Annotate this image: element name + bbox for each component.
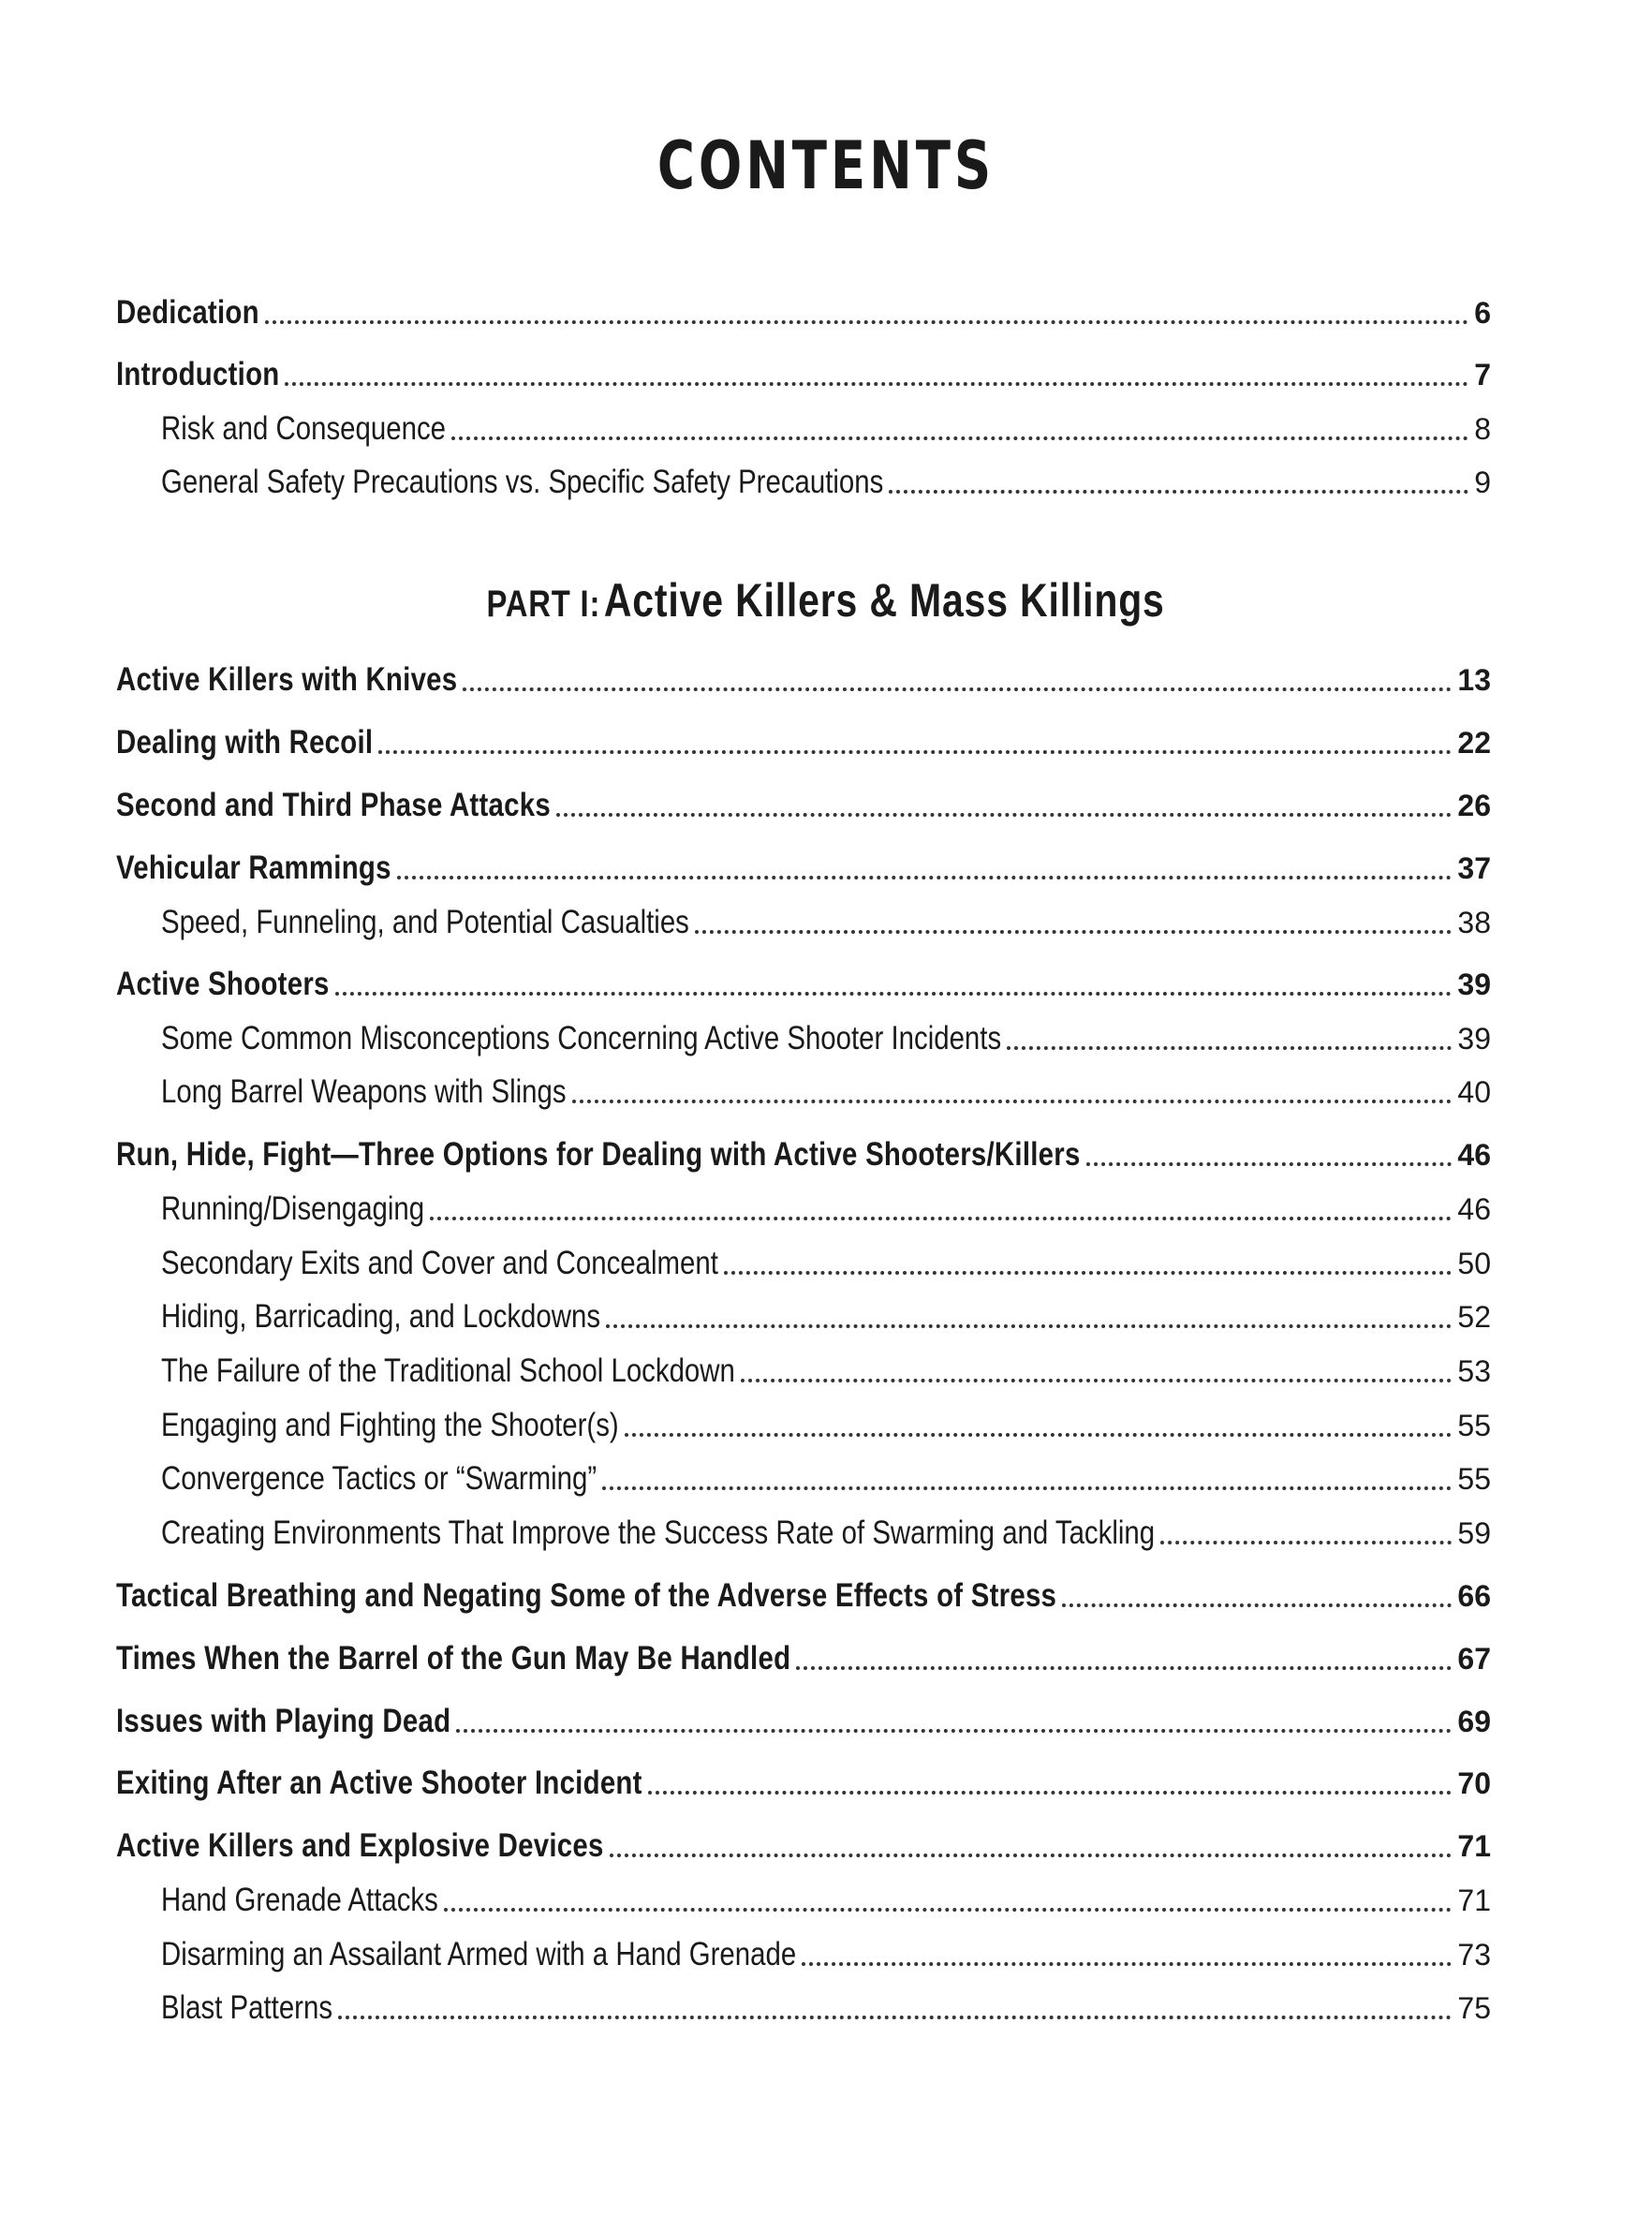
toc-entry[interactable] xyxy=(161,900,1491,945)
toc-entry-title: Active Killers and Explosive Devices xyxy=(116,1827,604,1864)
toc-entry-page-number: 40 xyxy=(1457,1075,1491,1109)
toc-entry[interactable] xyxy=(161,1932,1491,1977)
toc-entry-title: Dealing with Recoil xyxy=(116,724,374,761)
dot-leader xyxy=(802,1962,1452,1966)
dot-leader xyxy=(724,1271,1453,1275)
toc-entry[interactable] xyxy=(161,1878,1491,1923)
toc-entry-page-number: 7 xyxy=(1474,358,1491,391)
toc-entry[interactable] xyxy=(116,352,1491,397)
dot-leader xyxy=(397,876,1453,879)
toc-entry-title: Risk and Consequence xyxy=(161,410,447,447)
toc-entry-page-number: 66 xyxy=(1457,1579,1491,1613)
toc-entry-title: Introduction xyxy=(116,356,280,392)
toc-entry-title: Speed, Funneling, and Potential Casualties xyxy=(161,904,689,940)
toc-entry-page-number: 6 xyxy=(1474,296,1491,330)
toc-entry[interactable] xyxy=(161,1986,1491,2031)
toc-entry[interactable] xyxy=(116,1824,1491,1869)
toc-entry-page-number: 71 xyxy=(1457,1829,1491,1863)
part-label: PART I: xyxy=(486,584,601,625)
toc-entry[interactable] xyxy=(161,1349,1491,1394)
toc-entry-title: Creating Environments That Improve the Success Rate of Swarming and Tackling xyxy=(161,1514,1156,1551)
toc-entry-title: Tactical Breathing and Negating Some of the Adverse Effects of Stress xyxy=(116,1577,1057,1614)
toc-entry-title: Vehicular Rammings xyxy=(116,849,391,886)
dot-leader xyxy=(378,750,1452,754)
toc-entry-title: Issues with Playing Dead xyxy=(116,1703,451,1739)
toc-entry-title: Hand Grenade Attacks xyxy=(161,1882,438,1918)
toc-entry-page-number: 52 xyxy=(1457,1300,1491,1334)
dot-leader xyxy=(285,382,1468,386)
dot-leader xyxy=(335,992,1453,996)
toc-entry-title: Active Shooters xyxy=(116,966,330,1002)
dot-leader xyxy=(648,1791,1453,1795)
dot-leader xyxy=(606,1324,1452,1328)
toc-entry[interactable] xyxy=(161,406,1491,451)
toc-entry-page-number: 39 xyxy=(1457,968,1491,1001)
toc-entry-page-number: 73 xyxy=(1457,1938,1491,1972)
toc-entry-title: Secondary Exits and Cover and Concealment xyxy=(161,1245,718,1281)
toc-entry[interactable] xyxy=(161,1403,1491,1448)
toc-entry-page-number: 75 xyxy=(1457,1991,1491,2025)
toc-entry[interactable] xyxy=(116,1761,1491,1806)
dot-leader xyxy=(430,1217,1452,1220)
toc-entry[interactable] xyxy=(116,1636,1491,1681)
dot-leader xyxy=(796,1666,1452,1670)
toc-entry-title: Dedication xyxy=(116,294,259,331)
dot-leader xyxy=(695,930,1452,934)
toc-entry-title: Second and Third Phase Attacks xyxy=(116,787,551,823)
toc-entry-title: Run, Hide, Fight—Three Options for Dealing with Active Shooters/Killers xyxy=(116,1136,1081,1173)
toc-entry-page-number: 70 xyxy=(1457,1766,1491,1800)
part-title: Active Killers & Mass Killings xyxy=(604,574,1166,627)
toc-entry-page-number: 26 xyxy=(1457,789,1491,822)
dot-leader xyxy=(741,1379,1453,1382)
dot-leader xyxy=(556,813,1452,817)
toc-entry-page-number: 59 xyxy=(1457,1516,1491,1550)
dot-leader xyxy=(889,490,1468,494)
toc-entry[interactable] xyxy=(116,1573,1491,1618)
toc-entry[interactable] xyxy=(116,1699,1491,1744)
toc-entry-title: Times When the Barrel of the Gun May Be Handled xyxy=(116,1640,791,1677)
dot-leader xyxy=(338,2016,1452,2019)
dot-leader xyxy=(1160,1541,1452,1544)
toc-entry[interactable] xyxy=(161,460,1491,505)
toc-entry-title: Long Barrel Weapons with Slings xyxy=(161,1073,567,1110)
toc-entry[interactable] xyxy=(116,290,1491,335)
dot-leader xyxy=(625,1433,1453,1437)
toc-entry-title: Active Killers with Knives xyxy=(116,661,458,698)
toc-entry-page-number: 39 xyxy=(1457,1022,1491,1056)
toc-entry-page-number: 71 xyxy=(1457,1884,1491,1917)
toc-entry-page-number: 37 xyxy=(1457,851,1491,885)
toc-entry-title: General Safety Precautions vs. Specific Safety Precautions xyxy=(161,464,884,500)
toc-entry-page-number: 38 xyxy=(1457,906,1491,939)
toc-entry[interactable] xyxy=(161,1016,1491,1061)
toc-entry-page-number: 13 xyxy=(1457,663,1491,697)
toc-entry[interactable] xyxy=(161,1294,1491,1339)
toc-entry-title: Engaging and Fighting the Shooter(s) xyxy=(161,1407,619,1443)
toc-entry-page-number: 46 xyxy=(1457,1138,1491,1172)
toc-entry[interactable] xyxy=(116,1132,1491,1177)
dot-leader xyxy=(456,1729,1452,1733)
dot-leader xyxy=(1086,1162,1453,1166)
toc-entry-title: Blast Patterns xyxy=(161,1989,333,2026)
toc-entry-title: Running/Disengaging xyxy=(161,1190,425,1227)
toc-entry[interactable] xyxy=(116,720,1491,765)
toc-entry-title: Hiding, Barricading, and Lockdowns xyxy=(161,1298,601,1335)
toc-entry[interactable] xyxy=(161,1070,1491,1115)
toc-entry[interactable] xyxy=(116,962,1491,1007)
toc-entry-title: Convergence Tactics or “Swarming” xyxy=(161,1460,597,1497)
dot-leader xyxy=(602,1486,1452,1490)
dot-leader xyxy=(265,320,1468,324)
toc-entry-page-number: 55 xyxy=(1457,1409,1491,1442)
toc-entry[interactable] xyxy=(161,1511,1491,1556)
toc-entry-page-number: 55 xyxy=(1457,1462,1491,1496)
dot-leader xyxy=(451,436,1468,440)
toc-entry[interactable] xyxy=(116,846,1491,891)
toc-entry-page-number: 53 xyxy=(1457,1354,1491,1388)
part-heading xyxy=(0,574,1652,627)
dot-leader xyxy=(610,1854,1453,1857)
dot-leader xyxy=(463,687,1452,691)
toc-entry-page-number: 69 xyxy=(1457,1705,1491,1738)
toc-entry-page-number: 8 xyxy=(1474,412,1491,446)
toc-entry-page-number: 22 xyxy=(1457,726,1491,760)
toc-entry-title: Some Common Misconceptions Concerning Active Shooter Incidents xyxy=(161,1020,1002,1056)
dot-leader xyxy=(1007,1046,1452,1050)
toc-entry-page-number: 50 xyxy=(1457,1247,1491,1280)
dot-leader xyxy=(444,1908,1453,1912)
toc-entry-page-number: 67 xyxy=(1457,1642,1491,1676)
toc-entry-page-number: 9 xyxy=(1474,465,1491,499)
toc-entry-page-number: 46 xyxy=(1457,1192,1491,1226)
dot-leader xyxy=(1062,1603,1452,1607)
page-title: CONTENTS xyxy=(656,127,996,204)
toc-entry-title: The Failure of the Traditional School Lockdown xyxy=(161,1352,735,1389)
toc-entry-title: Exiting After an Active Shooter Incident xyxy=(116,1765,642,1801)
part-heading-text xyxy=(486,574,1166,627)
dot-leader xyxy=(572,1100,1453,1103)
toc-entry[interactable] xyxy=(161,1241,1491,1286)
toc-entry[interactable] xyxy=(161,1456,1491,1501)
toc-entry[interactable] xyxy=(161,1187,1491,1232)
toc-entry-title: Disarming an Assailant Armed with a Hand Grenade xyxy=(161,1936,797,1972)
toc-entry[interactable] xyxy=(116,783,1491,828)
toc-entry[interactable] xyxy=(116,657,1491,702)
